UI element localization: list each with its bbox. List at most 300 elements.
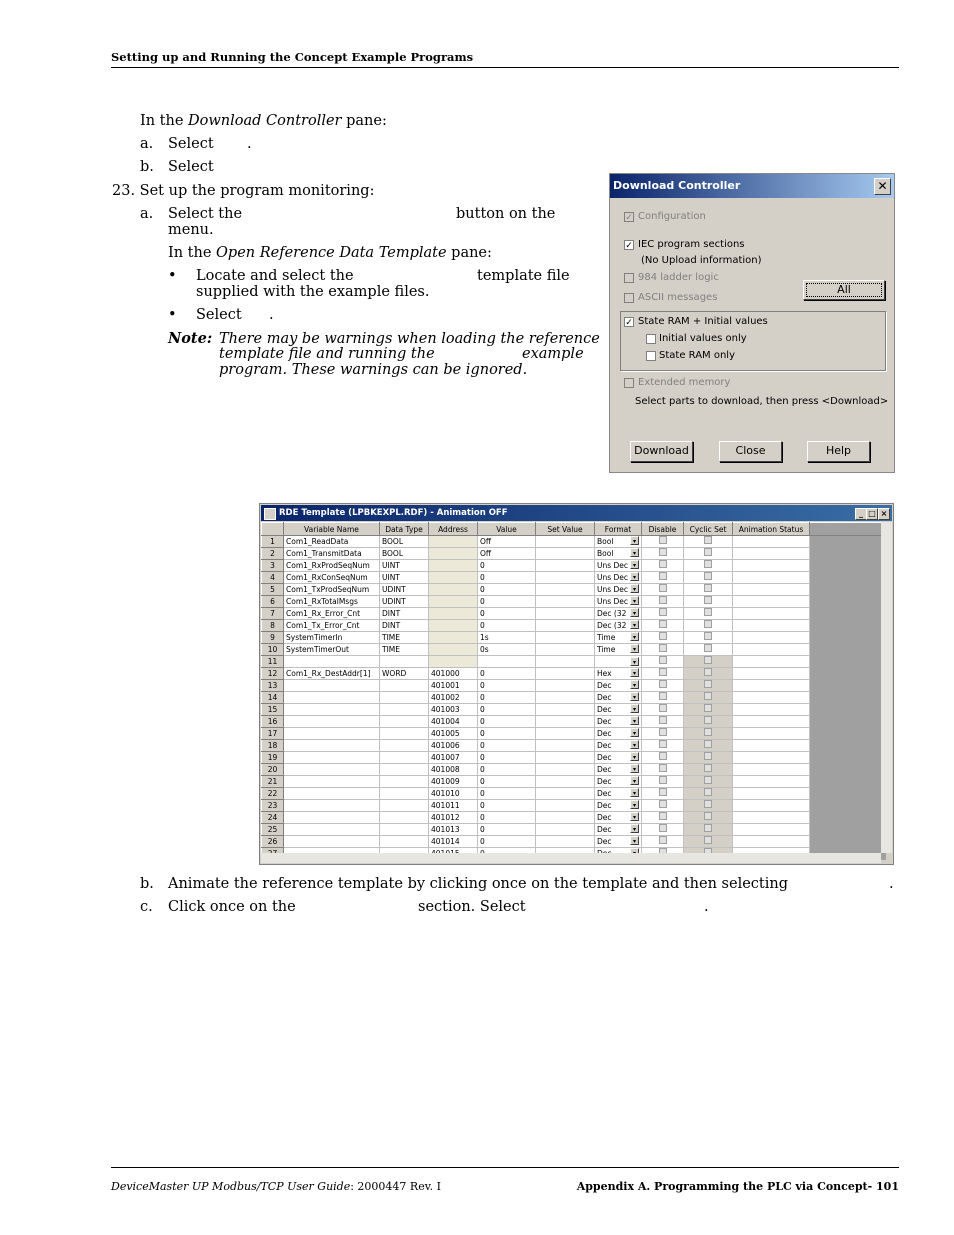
table-cell[interactable]: 401006 <box>429 740 478 752</box>
dropdown-arrow-icon[interactable]: ▾ <box>630 608 639 617</box>
row-number: 26 <box>262 836 284 848</box>
table-cell[interactable] <box>536 572 595 584</box>
state-ram-checkbox[interactable]: ✓ <box>625 318 633 328</box>
disable-checkbox[interactable] <box>642 836 684 848</box>
column-header[interactable] <box>262 523 284 536</box>
maximize-icon[interactable]: □ <box>866 508 878 520</box>
cyclic-set-checkbox[interactable] <box>684 668 733 680</box>
table-cell[interactable] <box>595 572 642 584</box>
table-cell[interactable]: DINT <box>380 620 429 632</box>
table-cell[interactable] <box>595 752 642 764</box>
table-cell[interactable] <box>536 608 595 620</box>
table-cell[interactable]: 401010 <box>429 788 478 800</box>
table-cell[interactable] <box>536 560 595 572</box>
table-cell[interactable] <box>429 632 478 644</box>
table-cell[interactable] <box>536 716 595 728</box>
table-cell[interactable] <box>429 536 478 548</box>
table-cell[interactable] <box>595 776 642 788</box>
disable-checkbox[interactable] <box>642 764 684 776</box>
table-cell[interactable]: 0 <box>478 800 536 812</box>
cyclic-set-checkbox[interactable] <box>684 824 733 836</box>
step-b1-label: b. <box>140 159 154 175</box>
table-row[interactable] <box>262 740 886 752</box>
table-cell[interactable] <box>595 836 642 848</box>
table-cell[interactable]: 401002 <box>429 692 478 704</box>
table-cell[interactable]: 0s <box>478 644 536 656</box>
disable-checkbox[interactable] <box>642 776 684 788</box>
table-cell[interactable] <box>536 644 595 656</box>
table-cell[interactable]: 401011 <box>429 800 478 812</box>
table-cell[interactable] <box>536 776 595 788</box>
table-cell[interactable] <box>429 656 478 668</box>
table-row[interactable] <box>262 704 886 716</box>
table-cell[interactable]: 0 <box>478 728 536 740</box>
table-cell[interactable] <box>429 560 478 572</box>
dropdown-arrow-icon[interactable]: ▾ <box>630 572 639 581</box>
table-cell[interactable] <box>536 788 595 800</box>
table-cell[interactable]: 0 <box>478 584 536 596</box>
table-cell[interactable] <box>429 644 478 656</box>
dropdown-arrow-icon[interactable]: ▾ <box>630 644 639 653</box>
table-cell[interactable] <box>380 752 429 764</box>
table-cell[interactable] <box>284 656 380 668</box>
table-cell[interactable]: 401007 <box>429 752 478 764</box>
table-cell[interactable] <box>595 632 642 644</box>
table-row[interactable] <box>262 536 886 548</box>
table-row[interactable] <box>262 716 886 728</box>
disable-checkbox[interactable] <box>642 560 684 572</box>
table-row[interactable] <box>262 596 886 608</box>
table-cell[interactable] <box>536 620 595 632</box>
cyclic-set-checkbox[interactable] <box>684 536 733 548</box>
table-cell[interactable] <box>380 764 429 776</box>
dropdown-arrow-icon[interactable]: ▾ <box>630 752 639 761</box>
cyclic-set-checkbox[interactable] <box>684 560 733 572</box>
table-row[interactable] <box>262 764 886 776</box>
table-cell[interactable] <box>536 536 595 548</box>
table-row[interactable] <box>262 668 886 680</box>
dropdown-arrow-icon[interactable]: ▾ <box>630 548 639 557</box>
table-cell[interactable]: 0 <box>478 788 536 800</box>
column-header[interactable]: Set Value <box>536 523 595 536</box>
dropdown-arrow-icon[interactable]: ▾ <box>630 680 639 689</box>
table-cell[interactable] <box>595 740 642 752</box>
table-cell[interactable] <box>536 680 595 692</box>
table-row[interactable] <box>262 752 886 764</box>
disable-checkbox[interactable] <box>642 536 684 548</box>
table-cell[interactable] <box>595 692 642 704</box>
table-cell[interactable]: Com1_TransmitData <box>284 548 380 560</box>
animation-status-cell <box>733 704 810 716</box>
dropdown-arrow-icon[interactable]: ▾ <box>630 716 639 725</box>
table-cell[interactable] <box>284 680 380 692</box>
dropdown-arrow-icon[interactable]: ▾ <box>630 596 639 605</box>
state-only-radio[interactable] <box>646 351 656 361</box>
table-row[interactable] <box>262 836 886 848</box>
table-cell[interactable] <box>595 800 642 812</box>
table-cell[interactable]: Com1_RxConSeqNum <box>284 572 380 584</box>
cyclic-set-checkbox[interactable] <box>684 608 733 620</box>
table-row[interactable] <box>262 680 886 692</box>
table-cell[interactable]: Com1_Rx_DestAddr[1] <box>284 668 380 680</box>
initial-only-radio[interactable] <box>646 334 656 344</box>
table-row[interactable] <box>262 692 886 704</box>
table-cell[interactable] <box>429 620 478 632</box>
cyclic-set-checkbox[interactable] <box>684 572 733 584</box>
disable-checkbox[interactable] <box>642 668 684 680</box>
table-cell[interactable] <box>284 776 380 788</box>
dropdown-arrow-icon[interactable]: ▾ <box>630 632 639 641</box>
table-cell[interactable] <box>284 716 380 728</box>
table-cell[interactable]: 401012 <box>429 812 478 824</box>
column-header[interactable]: Value <box>478 523 536 536</box>
table-cell[interactable] <box>595 656 642 668</box>
disable-checkbox[interactable] <box>642 680 684 692</box>
table-cell[interactable] <box>536 764 595 776</box>
table-cell[interactable] <box>536 800 595 812</box>
table-cell[interactable]: WORD <box>380 668 429 680</box>
table-cell[interactable] <box>380 812 429 824</box>
iec-checkbox[interactable]: ✓ <box>625 241 633 251</box>
cyclic-set-checkbox[interactable] <box>684 656 733 668</box>
table-cell[interactable]: SystemTimerIn <box>284 632 380 644</box>
table-cell[interactable]: 401001 <box>429 680 478 692</box>
dropdown-arrow-icon[interactable]: ▾ <box>630 764 639 773</box>
table-cell[interactable]: 0 <box>478 836 536 848</box>
table-row[interactable] <box>262 644 886 656</box>
table-cell[interactable]: 0 <box>478 572 536 584</box>
table-row[interactable] <box>262 656 886 668</box>
dropdown-arrow-icon[interactable]: ▾ <box>630 620 639 629</box>
cyclic-set-checkbox[interactable] <box>684 776 733 788</box>
table-cell[interactable] <box>595 620 642 632</box>
cyclic-set-checkbox[interactable] <box>684 764 733 776</box>
download-button[interactable]: Download <box>630 441 693 462</box>
dropdown-arrow-icon[interactable]: ▾ <box>630 740 639 749</box>
table-row[interactable] <box>262 788 886 800</box>
disable-checkbox[interactable] <box>642 740 684 752</box>
dropdown-arrow-icon[interactable]: ▾ <box>630 560 639 569</box>
table-cell[interactable] <box>595 788 642 800</box>
close-icon[interactable]: ✕ <box>874 178 891 195</box>
table-cell[interactable] <box>380 692 429 704</box>
disable-checkbox[interactable] <box>642 800 684 812</box>
table-cell[interactable] <box>595 536 642 548</box>
table-cell[interactable]: UINT <box>380 560 429 572</box>
table-cell[interactable] <box>380 656 429 668</box>
table-cell[interactable] <box>536 632 595 644</box>
table-cell[interactable] <box>429 572 478 584</box>
table-cell[interactable] <box>478 656 536 668</box>
table-cell[interactable]: DINT <box>380 608 429 620</box>
help-button[interactable]: Help <box>807 441 870 462</box>
checkbox-icon <box>659 548 667 556</box>
animation-status-cell <box>733 680 810 692</box>
bullet1-text-c: supplied with the example files. <box>196 284 430 300</box>
table-cell[interactable] <box>536 596 595 608</box>
disable-checkbox[interactable] <box>642 584 684 596</box>
cyclic-set-checkbox[interactable] <box>684 548 733 560</box>
table-cell[interactable] <box>429 584 478 596</box>
table-cell[interactable]: UDINT <box>380 584 429 596</box>
table-row[interactable] <box>262 728 886 740</box>
table-cell[interactable] <box>380 800 429 812</box>
table-cell[interactable]: 401005 <box>429 728 478 740</box>
cyclic-set-checkbox[interactable] <box>684 836 733 848</box>
table-cell[interactable]: BOOL <box>380 536 429 548</box>
table-cell[interactable] <box>284 764 380 776</box>
dropdown-arrow-icon[interactable]: ▾ <box>630 776 639 785</box>
table-cell[interactable] <box>595 704 642 716</box>
column-header[interactable]: Data Type <box>380 523 429 536</box>
disable-checkbox[interactable] <box>642 548 684 560</box>
table-cell[interactable]: 0 <box>478 680 536 692</box>
dropdown-arrow-icon[interactable]: ▾ <box>630 836 639 845</box>
table-cell[interactable] <box>536 812 595 824</box>
table-cell[interactable]: 0 <box>478 560 536 572</box>
table-cell[interactable]: Off <box>478 536 536 548</box>
table-cell[interactable] <box>595 716 642 728</box>
checkbox-icon <box>704 836 712 844</box>
disable-checkbox[interactable] <box>642 644 684 656</box>
disable-checkbox[interactable] <box>642 572 684 584</box>
column-header[interactable]: Disable <box>642 523 684 536</box>
table-cell[interactable] <box>380 680 429 692</box>
table-cell[interactable]: 0 <box>478 752 536 764</box>
checkbox-icon <box>659 836 667 844</box>
table-cell[interactable] <box>284 812 380 824</box>
dropdown-arrow-icon[interactable]: ▾ <box>630 692 639 701</box>
dropdown-arrow-icon[interactable]: ▾ <box>630 800 639 809</box>
disable-checkbox[interactable] <box>642 596 684 608</box>
table-cell[interactable]: Com1_ReadData <box>284 536 380 548</box>
table-cell[interactable]: 0 <box>478 824 536 836</box>
table-cell[interactable] <box>536 836 595 848</box>
rde-grid <box>261 522 886 860</box>
cyclic-set-checkbox[interactable] <box>684 788 733 800</box>
dropdown-arrow-icon[interactable]: ▾ <box>630 657 639 666</box>
table-cell[interactable] <box>429 608 478 620</box>
table-cell[interactable]: 0 <box>478 764 536 776</box>
table-cell[interactable]: 0 <box>478 692 536 704</box>
table-row[interactable] <box>262 632 886 644</box>
column-header[interactable]: Address <box>429 523 478 536</box>
column-header[interactable]: Variable Name <box>284 523 380 536</box>
table-row[interactable] <box>262 572 886 584</box>
column-header[interactable]: Cyclic Set <box>684 523 733 536</box>
table-cell[interactable]: SystemTimerOut <box>284 644 380 656</box>
table-cell[interactable]: 0 <box>478 668 536 680</box>
table-row[interactable] <box>262 620 886 632</box>
dropdown-arrow-icon[interactable]: ▾ <box>630 788 639 797</box>
table-cell[interactable] <box>536 548 595 560</box>
cyclic-set-checkbox[interactable] <box>684 596 733 608</box>
blank-area <box>810 788 886 800</box>
dropdown-arrow-icon[interactable]: ▾ <box>630 728 639 737</box>
cyclic-set-checkbox[interactable] <box>684 716 733 728</box>
table-row[interactable] <box>262 800 886 812</box>
table-cell[interactable] <box>595 608 642 620</box>
table-cell[interactable]: 0 <box>478 620 536 632</box>
disable-checkbox[interactable] <box>642 788 684 800</box>
table-cell[interactable] <box>536 824 595 836</box>
disable-checkbox[interactable] <box>642 824 684 836</box>
table-cell[interactable] <box>380 788 429 800</box>
table-cell[interactable] <box>380 716 429 728</box>
minimize-icon[interactable]: _ <box>855 508 867 520</box>
table-cell[interactable] <box>536 728 595 740</box>
table-cell[interactable] <box>284 824 380 836</box>
horizontal-scrollbar[interactable] <box>261 853 881 863</box>
table-cell[interactable] <box>536 740 595 752</box>
table-cell[interactable]: 401004 <box>429 716 478 728</box>
table-cell[interactable] <box>380 704 429 716</box>
cyclic-set-checkbox[interactable] <box>684 584 733 596</box>
cyclic-set-checkbox[interactable] <box>684 704 733 716</box>
table-cell[interactable]: 0 <box>478 776 536 788</box>
table-cell[interactable]: Off <box>478 548 536 560</box>
table-cell[interactable] <box>284 728 380 740</box>
table-row[interactable] <box>262 776 886 788</box>
table-cell[interactable]: Com1_TxProdSeqNum <box>284 584 380 596</box>
table-cell[interactable] <box>595 728 642 740</box>
table-cell[interactable] <box>595 668 642 680</box>
table-cell[interactable]: UINT <box>380 572 429 584</box>
close-icon[interactable]: × <box>878 508 890 520</box>
disable-checkbox[interactable] <box>642 608 684 620</box>
table-cell[interactable] <box>595 680 642 692</box>
dropdown-arrow-icon[interactable]: ▾ <box>630 812 639 821</box>
table-cell[interactable] <box>595 824 642 836</box>
cyclic-set-checkbox[interactable] <box>684 620 733 632</box>
table-cell[interactable]: 401014 <box>429 836 478 848</box>
cyclic-set-checkbox[interactable] <box>684 692 733 704</box>
table-row[interactable] <box>262 584 886 596</box>
table-cell[interactable] <box>536 668 595 680</box>
table-cell[interactable]: TIME <box>380 632 429 644</box>
table-cell[interactable]: 1s <box>478 632 536 644</box>
table-cell[interactable] <box>380 836 429 848</box>
table-cell[interactable]: UDINT <box>380 596 429 608</box>
table-cell[interactable] <box>536 752 595 764</box>
animation-status-cell <box>733 836 810 848</box>
disable-checkbox[interactable] <box>642 716 684 728</box>
table-cell[interactable] <box>284 692 380 704</box>
table-row[interactable] <box>262 560 886 572</box>
cyclic-set-checkbox[interactable] <box>684 740 733 752</box>
disable-checkbox[interactable] <box>642 632 684 644</box>
table-cell[interactable] <box>429 596 478 608</box>
table-cell[interactable]: 0 <box>478 740 536 752</box>
table-cell[interactable] <box>380 776 429 788</box>
cyclic-set-checkbox[interactable] <box>684 680 733 692</box>
table-cell[interactable] <box>595 560 642 572</box>
table-cell[interactable] <box>284 752 380 764</box>
dropdown-arrow-icon[interactable]: ▾ <box>630 668 639 677</box>
table-cell[interactable] <box>284 800 380 812</box>
table-cell[interactable]: Com1_RxTotalMsgs <box>284 596 380 608</box>
table-row[interactable] <box>262 812 886 824</box>
table-cell[interactable] <box>536 704 595 716</box>
vertical-scrollbar[interactable] <box>881 522 892 853</box>
table-cell[interactable] <box>380 728 429 740</box>
cyclic-set-checkbox[interactable] <box>684 800 733 812</box>
table-cell[interactable] <box>284 836 380 848</box>
table-cell[interactable] <box>536 692 595 704</box>
cyclic-set-checkbox[interactable] <box>684 812 733 824</box>
table-row[interactable] <box>262 824 886 836</box>
column-header[interactable]: Animation Status <box>733 523 810 536</box>
table-cell[interactable] <box>284 740 380 752</box>
cyclic-set-checkbox[interactable] <box>684 728 733 740</box>
disable-checkbox[interactable] <box>642 812 684 824</box>
table-cell[interactable] <box>595 644 642 656</box>
close-button[interactable]: Close <box>719 441 782 462</box>
table-cell[interactable] <box>536 656 595 668</box>
table-cell[interactable]: 401009 <box>429 776 478 788</box>
table-cell[interactable] <box>595 548 642 560</box>
disable-checkbox[interactable] <box>642 752 684 764</box>
table-cell[interactable]: BOOL <box>380 548 429 560</box>
table-cell[interactable]: 0 <box>478 704 536 716</box>
table-row[interactable] <box>262 548 886 560</box>
dropdown-arrow-icon[interactable]: ▾ <box>630 704 639 713</box>
table-cell[interactable] <box>284 788 380 800</box>
dropdown-arrow-icon[interactable]: ▾ <box>630 584 639 593</box>
table-cell[interactable] <box>536 584 595 596</box>
table-cell[interactable]: 401003 <box>429 704 478 716</box>
disable-checkbox[interactable] <box>642 692 684 704</box>
ladder-checkbox <box>624 273 634 283</box>
table-cell[interactable] <box>595 596 642 608</box>
table-cell[interactable]: Com1_Tx_Error_Cnt <box>284 620 380 632</box>
table-cell[interactable]: 0 <box>478 596 536 608</box>
table-cell[interactable] <box>595 812 642 824</box>
row-number: 3 <box>262 560 284 572</box>
all-button[interactable]: All <box>803 280 885 300</box>
table-cell[interactable]: Com1_RxProdSeqNum <box>284 560 380 572</box>
disable-checkbox[interactable] <box>642 620 684 632</box>
table-cell[interactable] <box>284 704 380 716</box>
table-cell[interactable] <box>595 764 642 776</box>
blank-area <box>810 632 886 644</box>
table-cell[interactable]: Com1_Rx_Error_Cnt <box>284 608 380 620</box>
table-cell[interactable]: 0 <box>478 716 536 728</box>
table-cell[interactable] <box>380 824 429 836</box>
cyclic-set-checkbox[interactable] <box>684 752 733 764</box>
disable-checkbox[interactable] <box>642 656 684 668</box>
table-cell[interactable]: 0 <box>478 608 536 620</box>
footer-left <box>111 1180 441 1193</box>
dropdown-arrow-icon[interactable]: ▾ <box>630 536 639 545</box>
column-header[interactable]: Format <box>595 523 642 536</box>
table-cell[interactable] <box>429 548 478 560</box>
table-cell[interactable]: 0 <box>478 812 536 824</box>
table-row[interactable] <box>262 608 886 620</box>
table-cell[interactable]: 401000 <box>429 668 478 680</box>
table-cell[interactable] <box>380 740 429 752</box>
dropdown-arrow-icon[interactable]: ▾ <box>630 824 639 833</box>
cyclic-set-checkbox[interactable] <box>684 632 733 644</box>
checkbox-icon <box>704 716 712 724</box>
table-cell[interactable] <box>595 584 642 596</box>
disable-checkbox[interactable] <box>642 728 684 740</box>
disable-checkbox[interactable] <box>642 704 684 716</box>
cyclic-set-checkbox[interactable] <box>684 644 733 656</box>
table-cell[interactable]: 401008 <box>429 764 478 776</box>
table-cell[interactable]: 401013 <box>429 824 478 836</box>
table-cell[interactable]: TIME <box>380 644 429 656</box>
